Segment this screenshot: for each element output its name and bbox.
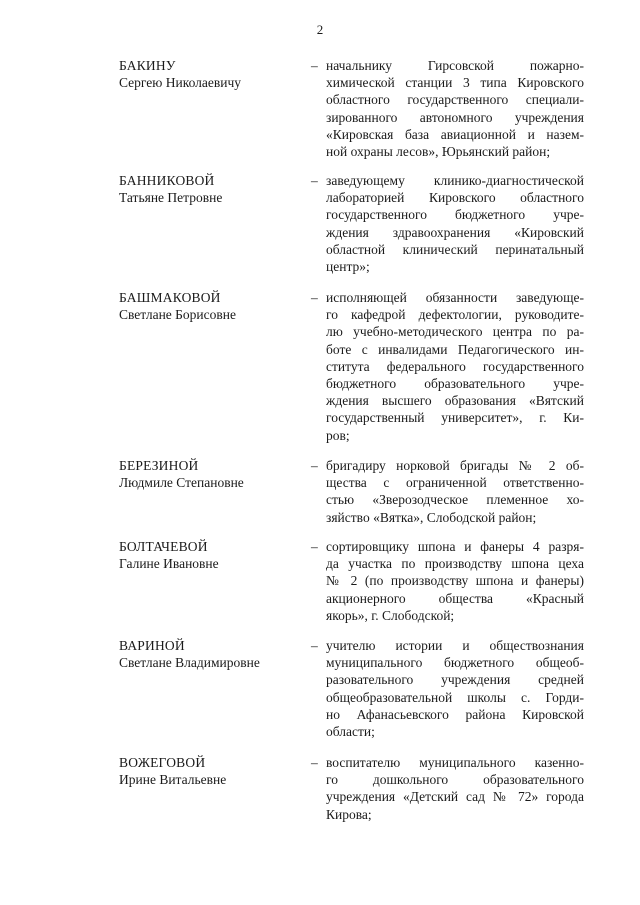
recipient-surname: БАКИНУ <box>119 58 176 73</box>
description-line: Кирова; <box>326 806 372 822</box>
position-description <box>326 57 584 160</box>
recipient-given-names: Татьяне Петровне <box>119 190 223 206</box>
page-number: 2 <box>316 22 324 37</box>
description-line: ститута федерального государственного <box>326 358 584 374</box>
list-dash: – <box>311 290 318 305</box>
description-line: заведующему клинико-диагностической <box>326 173 584 188</box>
recipient-surname: ВОЖЕГОВОЙ <box>119 755 206 770</box>
description-line: начальнику Гирсовской пожарно- <box>326 58 584 73</box>
description-line: стью «Зверозодческое племенное хо- <box>326 492 584 508</box>
recipient-name <box>119 637 299 671</box>
description-line: № 2 (по производству шпона и фанеры) <box>326 573 584 589</box>
description-line: но Афанасьевского района Кировской <box>326 706 584 722</box>
description-line: бригадиру норковой бригады № 2 об- <box>326 458 584 473</box>
recipient-surname: БЕРЕЗИНОЙ <box>119 458 199 473</box>
description-line: го дошкольного образовательного <box>326 772 584 788</box>
description-line: боте с инвалидами Педагогического ин- <box>326 341 584 357</box>
description-line: го кафедрой дефектологии, руководите- <box>326 307 584 323</box>
recipient-given-names: Галине Ивановне <box>119 556 219 572</box>
recipient-name <box>119 289 299 323</box>
recipient-given-names: Ирине Витальевне <box>119 772 227 788</box>
description-line: областного государственного специали- <box>326 92 584 108</box>
recipient-surname: БОЛТАЧЕВОЙ <box>119 539 208 554</box>
description-line: воспитателю муниципального казенно- <box>326 755 584 770</box>
description-line: центр»; <box>326 259 370 275</box>
list-dash: – <box>311 539 318 554</box>
list-dash: – <box>311 458 318 473</box>
description-line: государственный университет», г. Ки- <box>326 410 584 426</box>
position-description <box>326 637 584 740</box>
list-dash: – <box>311 173 318 188</box>
description-line: ной охраны лесов», Юрьянский район; <box>326 144 551 160</box>
recipient-name <box>119 172 299 206</box>
recipient-given-names: Светлане Владимировне <box>119 655 260 671</box>
description-line: разовательного учреждения средней <box>326 672 584 688</box>
description-line: государственного бюджетного учре- <box>326 207 584 223</box>
description-line: учреждения «Детский сад № 72» города <box>326 789 584 805</box>
recipient-name <box>119 754 299 788</box>
position-description <box>326 754 584 823</box>
description-line: учителю истории и обществознания <box>326 638 584 653</box>
position-description <box>326 538 584 624</box>
recipient-given-names: Людмиле Степановне <box>119 475 244 491</box>
recipient-surname: ВАРИНОЙ <box>119 638 185 653</box>
description-line: зированного автономного учреждения <box>326 109 584 125</box>
position-description <box>326 457 584 526</box>
description-line: ждения здравоохранения «Кировский <box>326 224 584 240</box>
description-line: акционерного общества «Красный <box>326 590 584 606</box>
description-line: щества с ограниченной ответственно- <box>326 475 584 491</box>
recipient-given-names: Светлане Борисовне <box>119 307 236 323</box>
position-description <box>326 289 584 444</box>
description-line: «Кировская база авиационной и назем- <box>326 126 584 142</box>
description-line: химической станции 3 типа Кировского <box>326 75 584 91</box>
recipient-name <box>119 538 299 572</box>
list-dash: – <box>311 638 318 653</box>
description-line: лабораторией Кировского областного <box>326 190 584 206</box>
description-line: муниципального бюджетного общеоб- <box>326 655 584 671</box>
description-line: лю учебно-методического центра по ра- <box>326 324 584 340</box>
description-line: ждения высшего образования «Вятский <box>326 393 584 409</box>
recipient-surname: БАННИКОВОЙ <box>119 173 215 188</box>
description-line: ров; <box>326 427 350 443</box>
position-description <box>326 172 584 275</box>
recipient-name <box>119 457 299 491</box>
recipient-surname: БАШМАКОВОЙ <box>119 290 221 305</box>
list-dash: – <box>311 58 318 73</box>
description-line: зяйство «Вятка», Слободской район; <box>326 509 537 525</box>
list-dash: – <box>311 755 318 770</box>
description-line: да участка по производству шпона цеха <box>326 556 584 572</box>
description-line: областной клинический перинатальный <box>326 241 584 257</box>
description-line: области; <box>326 724 375 740</box>
recipient-given-names: Сергею Николаевичу <box>119 75 242 91</box>
description-line: якорь», г. Слободской; <box>326 607 455 623</box>
description-line: бюджетного образовательного учре- <box>326 376 584 392</box>
description-line: сортировщику шпона и фанеры 4 разря- <box>326 539 584 554</box>
recipient-name <box>119 57 299 91</box>
description-line: общеобразовательной школы с. Горди- <box>326 689 584 705</box>
description-line: исполняющей обязанности заведующе- <box>326 290 584 305</box>
